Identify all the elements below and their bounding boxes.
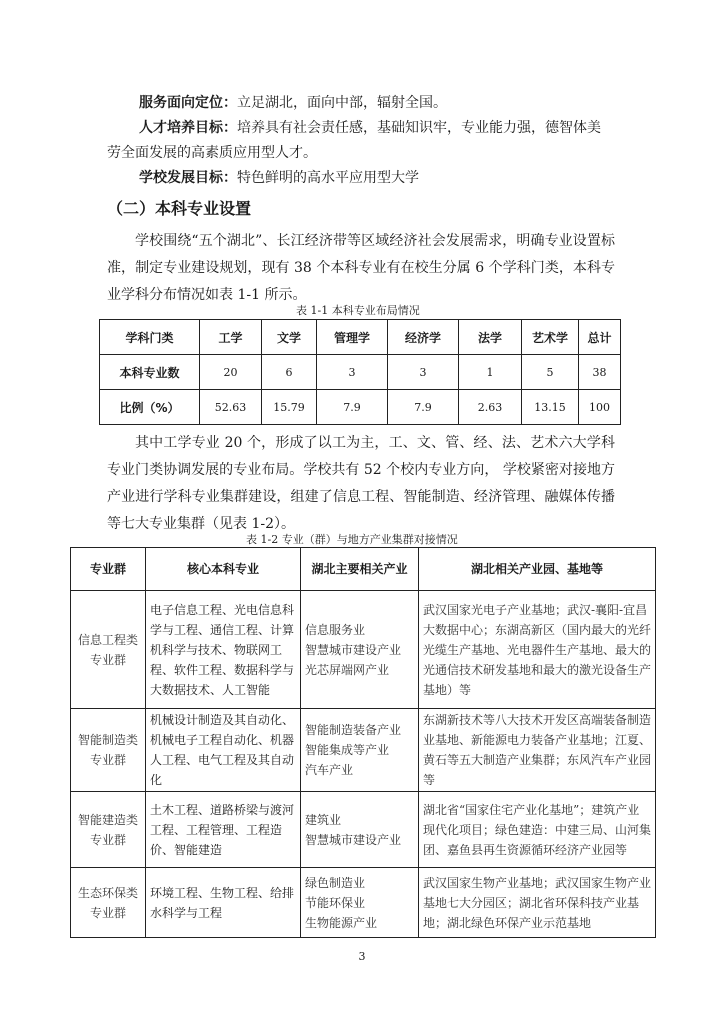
cluster-parks: 东湖新技术等八大技术开发区高端装备制造业基地、新能源电力装备产业基地；江夏、黄石等五大制造产业集群；东风汽车产业园等	[419, 709, 656, 792]
table2-header-cell: 湖北相关产业园、基地等	[419, 548, 656, 591]
industry-item: 智能制造装备产业	[305, 723, 402, 737]
table-row	[71, 709, 656, 792]
paragraph-clusters: 其中工学专业 20 个，形成了以工为主，工、文、管、经、法、艺术六大学科专业门类协调发展的专业布局。学校共有 52 个校内专业方向， 学校紧密对接地方产业进行学科专业集群建设，组建了信息工程、智能制造、经济管理、融媒体传播等七大专业集群（见表 1-2）。	[107, 435, 615, 532]
positioning-line-talent-cont	[107, 142, 317, 164]
positioning-text: 特色鲜明的高水平应用型大学	[237, 170, 419, 186]
industry-item: 绿色制造业	[305, 875, 366, 890]
industry-item: 智慧城市建设产业	[305, 642, 402, 657]
table1-cell: 15.79	[262, 390, 317, 425]
table1-cell: 7.9	[317, 390, 388, 425]
cluster-majors: 土木工程、道路桥梁与渡河工程、工程管理、工程造价、智能建造	[146, 792, 301, 868]
positioning-text: 培养具有社会责任感，基础知识牢，专业能力强，德智体美	[237, 120, 601, 136]
positioning-line-talent	[139, 117, 601, 139]
table1-cell: 13.15	[522, 390, 579, 425]
table1-header-cell: 法学	[459, 320, 522, 355]
table1-cell: 1	[459, 355, 522, 390]
table1-cell: 20	[200, 355, 262, 390]
table1-cell: 2.63	[459, 390, 522, 425]
table2-header-text: 湖北主要相关产业	[311, 562, 408, 576]
table1-header-cell: 经济学	[388, 320, 459, 355]
cluster-industries	[301, 868, 419, 938]
table-major-layout	[99, 319, 621, 425]
table1-header-cell: 学科门类	[100, 320, 200, 355]
positioning-line-service	[139, 92, 447, 114]
table1-header-cell: 总计	[579, 320, 621, 355]
table1-cell: 5	[522, 355, 579, 390]
cluster-majors: 电子信息工程、光电信息科学与工程、通信工程、计算机科学与技术、物联网工程、软件工程、数据科学与大数据技术、人工智能	[146, 591, 301, 709]
cluster-majors: 机械设计制造及其自动化、机械电子工程自动化、机器人工程、电气工程及其自动化	[146, 709, 301, 792]
positioning-text: 立足湖北，面向中部，辐射全国。	[237, 95, 447, 111]
table1-header-cell: 工学	[200, 320, 262, 355]
table2-caption: 表 1-2 专业（群）与地方产业集群对接情况	[246, 533, 458, 546]
positioning-label: 学校发展目标：	[139, 170, 237, 186]
table1-cell: 3	[317, 355, 388, 390]
cluster-parks: 武汉国家光电子产业基地；武汉-襄阳-宜昌大数据中心；东湖高新区（国内最大的光纤光缆生产基地、光电器件生产基地、最大的光通信技术研发基地和最大的激光设备生产基地）等	[419, 591, 656, 709]
positioning-line-development	[139, 167, 419, 189]
cluster-name: 生态环保类专业群	[71, 868, 146, 938]
table1-cell: 7.9	[388, 390, 459, 425]
section-heading: （二）本科专业设置	[107, 199, 252, 218]
table-row	[100, 390, 621, 425]
table1-row-label: 比例（%）	[100, 390, 200, 425]
industry-item: 建筑业	[305, 812, 342, 827]
paragraph-intro: 学校围绕“五个湖北”、长江经济带等区域经济社会发展需求，明确专业设置标准，制定专业建设规划，现有 38 个本科专业有在校生分属 6 个学科门类，本科专业学科分布情况如表 1-1 所示。	[107, 233, 615, 303]
table2-header-cell	[301, 548, 419, 591]
table-cluster-docking	[70, 547, 656, 938]
positioning-label: 服务面向定位：	[139, 95, 237, 111]
industry-item: 信息服务业	[305, 622, 366, 637]
cluster-name: 智能建造类专业群	[71, 792, 146, 868]
table-row	[71, 868, 656, 938]
table1-row-label: 本科专业数	[100, 355, 200, 390]
table1-header-cell: 文学	[262, 320, 317, 355]
page-number: 3	[358, 950, 366, 963]
table1-header-row	[100, 320, 621, 355]
table1-cell: 38	[579, 355, 621, 390]
table2-header-cell: 专业群	[71, 548, 146, 591]
industry-item: 生物能源产业	[305, 915, 378, 930]
cluster-name: 信息工程类专业群	[71, 591, 146, 709]
table-row	[100, 355, 621, 390]
industry-item: 节能环保业	[305, 895, 366, 910]
table2-header-row	[71, 548, 656, 591]
cluster-industries	[301, 591, 419, 709]
cluster-name: 智能制造类专业群	[71, 709, 146, 792]
positioning-text: 劳全面发展的高素质应用型人才。	[107, 145, 317, 161]
cluster-parks: 湖北省“国家住宅产业化基地”；建筑产业现代化项目；绿色建造：中建三局、山河集团、嘉鱼县再生资源循环经济产业园等	[419, 792, 656, 868]
industry-item: 智慧城市建设产业	[305, 832, 402, 847]
industry-item: 汽车产业	[305, 763, 354, 777]
table-row	[71, 591, 656, 709]
table1-cell: 3	[388, 355, 459, 390]
cluster-majors: 环境工程、生物工程、给排水科学与工程	[146, 868, 301, 938]
table1-header-cell: 艺术学	[522, 320, 579, 355]
positioning-label: 人才培养目标：	[139, 120, 237, 136]
industry-item: 光芯屏端网产业	[305, 662, 390, 677]
table2-header-cell: 核心本科专业	[146, 548, 301, 591]
cluster-industries	[301, 709, 419, 792]
table1-caption: 表 1-1 本科专业布局情况	[296, 304, 420, 317]
table1-cell: 100	[579, 390, 621, 425]
table1-header-cell: 管理学	[317, 320, 388, 355]
cluster-parks: 武汉国家生物产业基地；武汉国家生物产业基地七大分园区；湖北省环保科技产业基地；湖北绿色环保产业示范基地	[419, 868, 656, 938]
cluster-industries	[301, 792, 419, 868]
table-row	[71, 792, 656, 868]
table1-cell: 6	[262, 355, 317, 390]
table1-cell: 52.63	[200, 390, 262, 425]
industry-item: 智能集成等产业	[305, 743, 390, 757]
